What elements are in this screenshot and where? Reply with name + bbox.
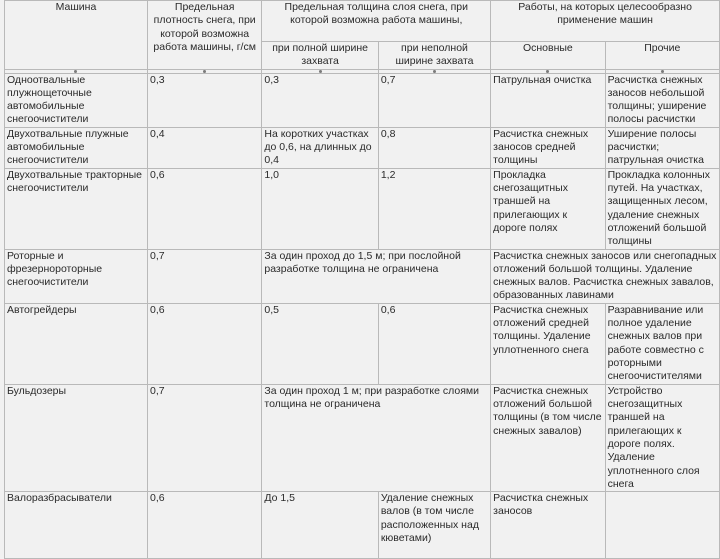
cell-density: 0,6 bbox=[147, 303, 261, 384]
table-row bbox=[5, 492, 720, 559]
header-max-thickness bbox=[262, 1, 491, 42]
cell-main-works: Расчистка снежных отложений средней толщины. Удаление уплотненного снега bbox=[491, 303, 605, 384]
cell-partial-width: 0,7 bbox=[378, 73, 490, 127]
header-works: Работы, на которых целесообразно применение машин bbox=[491, 1, 720, 42]
cell-machine: Роторные и фрезернороторные снегоочистители bbox=[5, 249, 148, 303]
cell-other-works: Прокладка колонных путей. На участках, защищенных лесом, удаление снежных отложений большой толщины bbox=[605, 168, 719, 249]
header-full-width: при полной ширине захвата bbox=[262, 42, 378, 70]
header-row bbox=[5, 1, 720, 42]
table-row bbox=[5, 73, 720, 127]
cell-partial-width: 0,6 bbox=[378, 303, 490, 384]
cell-density: 0,4 bbox=[147, 127, 261, 168]
table-row bbox=[5, 168, 720, 249]
cell-machine: Валоразбрасыватели bbox=[5, 492, 148, 559]
header-max-thickness-text: Предельная толщина слоя снега, при которой возможна работа машины, bbox=[284, 1, 468, 27]
cell-density: 0,6 bbox=[147, 492, 261, 559]
cell-density: 0,7 bbox=[147, 249, 261, 303]
cell-other-works bbox=[605, 492, 719, 559]
cell-other-works: Устройство снегозащитных траншей на прилегающих к дороге полях. Удаление уплотненного слоя снега bbox=[605, 384, 719, 491]
cell-density: 0,3 bbox=[147, 73, 261, 127]
header-partial-width: при неполной ширине захвата bbox=[378, 42, 490, 70]
cell-full-width: На коротких участках до 0,6, на длинных до 0,4 bbox=[262, 127, 378, 168]
header-main: Основные bbox=[491, 42, 605, 70]
table-row bbox=[5, 127, 720, 168]
cell-main-works: Прокладка снегозащитных траншей на прилегающих к дороге полях bbox=[491, 168, 605, 249]
cell-full-width: 0,3 bbox=[262, 73, 378, 127]
cell-full-width: 1,0 bbox=[262, 168, 378, 249]
header-other: Прочие bbox=[605, 42, 719, 70]
cell-machine: Двухотвальные тракторные снегоочистители bbox=[5, 168, 148, 249]
table-row bbox=[5, 249, 720, 303]
cell-main-works: Расчистка снежных отложений большой толщины (в том числе снежных завалов) bbox=[491, 384, 605, 491]
cell-works-merged: Расчистка снежных заносов или снегопадных отложений большой толщины. Удаление снежных валов. Расчистка снежных завалов, образованных лавинами bbox=[491, 249, 720, 303]
cell-other-works: Уширение полосы расчистки; патрульная очистка bbox=[605, 127, 719, 168]
cell-density: 0,6 bbox=[147, 168, 261, 249]
cell-machine: Автогрейдеры bbox=[5, 303, 148, 384]
cell-partial-width: Удаление снежных валов (в том числе расположенных над кюветами) bbox=[378, 492, 490, 559]
cell-thickness-merged: За один проход 1 м; при разработке слоями толщина не ограничена bbox=[262, 384, 491, 491]
header-max-density: Предельная плотность снега, при которой возможна работа машины, г/см bbox=[147, 1, 261, 70]
cell-partial-width: 0,8 bbox=[378, 127, 490, 168]
table-row bbox=[5, 384, 720, 491]
cell-main-works: Расчистка снежных заносов bbox=[491, 492, 605, 559]
cell-density: 0,7 bbox=[147, 384, 261, 491]
cell-main-works: Патрульная очистка bbox=[491, 73, 605, 127]
cell-partial-width: 1,2 bbox=[378, 168, 490, 249]
cell-full-width: 0,5 bbox=[262, 303, 378, 384]
cell-main-works: Расчистка снежных заносов средней толщины bbox=[491, 127, 605, 168]
table-row bbox=[5, 303, 720, 384]
header-machine: Машина bbox=[5, 1, 148, 70]
cell-machine: Двухотвальные плужные автомобильные снегоочистители bbox=[5, 127, 148, 168]
cell-machine: Одноотвальные плужнощеточные автомобильные снегоочистители bbox=[5, 73, 148, 127]
cell-full-width: До 1,5 bbox=[262, 492, 378, 559]
cell-other-works: Расчистка снежных заносов небольшой толщины; уширение полосы расчистки bbox=[605, 73, 719, 127]
cell-other-works: Разравнивание или полное удаление снежных валов при работе совместно с роторными снегоочистителями bbox=[605, 303, 719, 384]
snow-machines-table bbox=[4, 0, 720, 559]
cell-thickness-merged: За один проход до 1,5 м; при послойной разработке толщина не ограничена bbox=[262, 249, 491, 303]
cell-machine: Бульдозеры bbox=[5, 384, 148, 491]
